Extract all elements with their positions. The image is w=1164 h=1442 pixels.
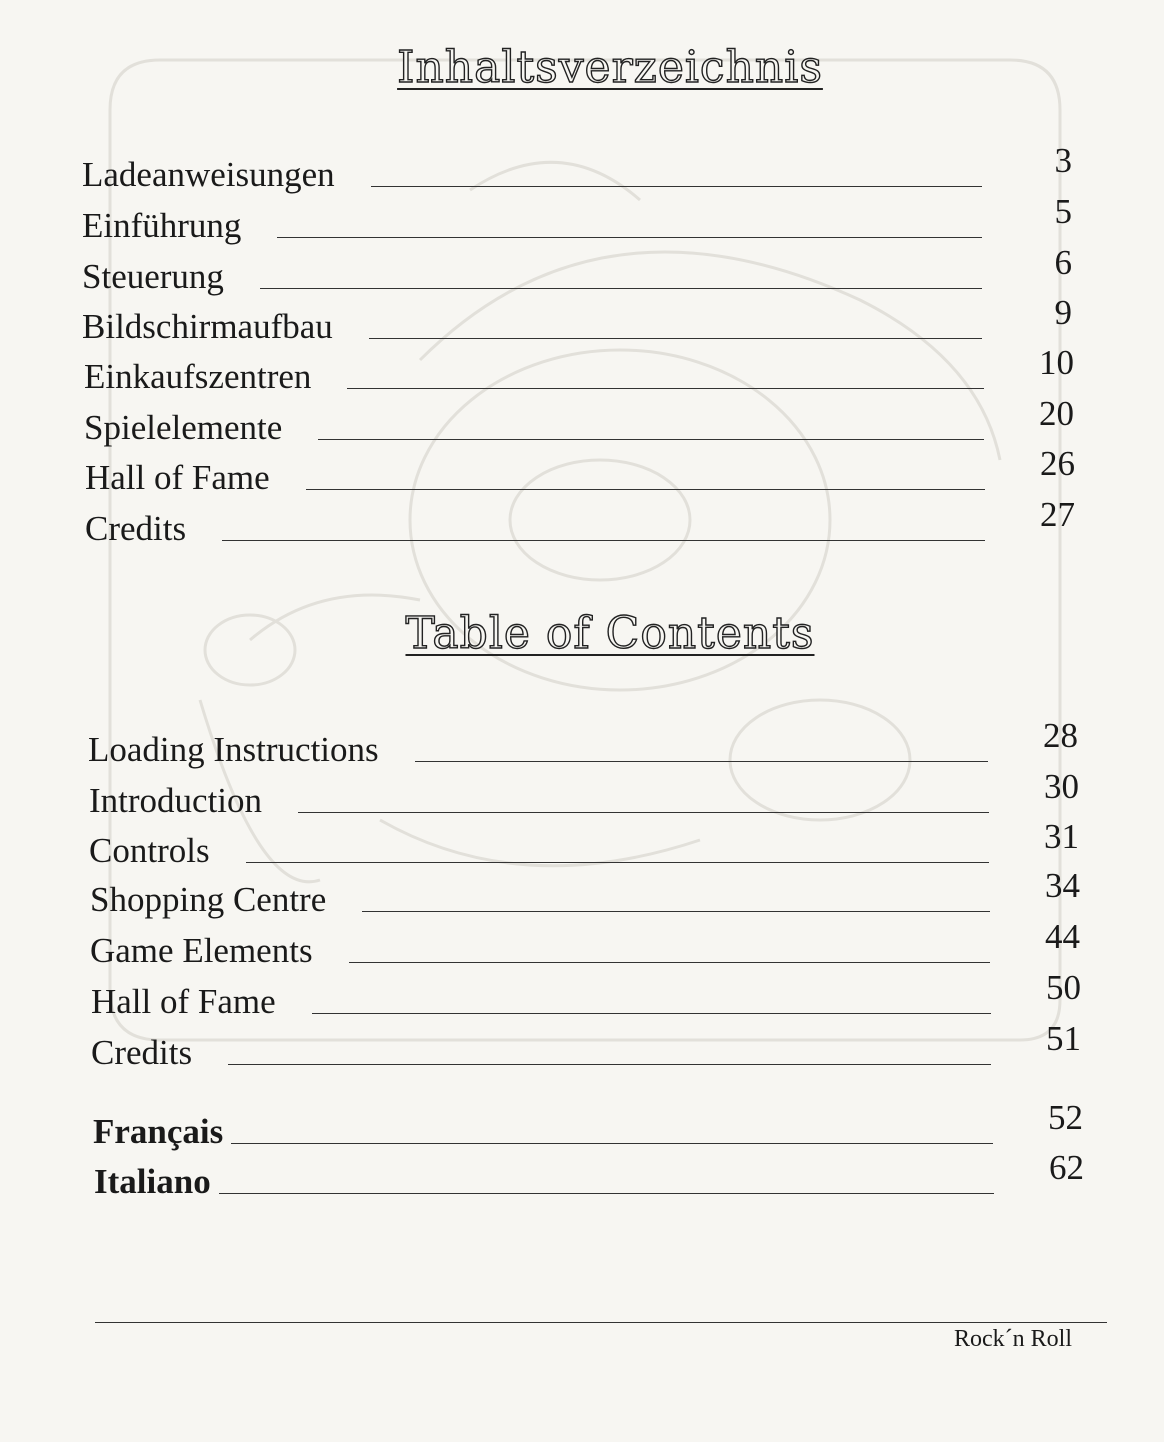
toc-row [90,866,1080,920]
toc-label: Spielelemente [84,408,283,447]
toc-row [85,495,1075,549]
toc-page: 6 [1054,243,1072,282]
toc-leader [231,1142,993,1144]
toc-leader [415,760,988,762]
toc-row [84,394,1074,448]
toc-page: 51 [1046,1019,1081,1058]
toc-label: Hall of Fame [91,982,276,1021]
toc-leader [228,1063,991,1065]
toc-page: 34 [1045,866,1080,905]
footer-title: Rock´n Roll [954,1326,1072,1352]
toc-label: Loading Instructions [88,730,379,769]
toc-row [94,1148,1084,1202]
toc-page: 28 [1043,716,1078,755]
toc-label: Ladeanweisungen [82,155,335,194]
toc-leader [277,236,982,238]
toc-row [85,444,1075,498]
toc-row [89,767,1079,821]
toc-label: Einkaufszentren [84,357,312,396]
toc-leader [306,488,985,490]
toc-page: 31 [1044,817,1079,856]
toc-row [82,141,1072,195]
toc-page: 9 [1054,293,1072,332]
toc-label: Einführung [82,206,242,245]
heading-german: Inhaltsverzeichnis [397,42,823,93]
toc-page: 10 [1039,343,1074,382]
toc-page: 30 [1044,767,1079,806]
toc-leader [349,961,990,963]
toc-row [91,1019,1081,1073]
toc-row [82,243,1072,297]
toc-row [84,343,1074,397]
toc-label: Steuerung [82,257,224,296]
toc-page: 50 [1046,968,1081,1007]
toc-row [88,716,1078,770]
toc-page: 62 [1049,1148,1084,1187]
toc-leader [246,861,989,863]
toc-leader [298,811,989,813]
toc-label: Introduction [89,781,263,820]
toc-page: 52 [1048,1098,1083,1137]
toc-row [82,192,1072,246]
toc-page: 20 [1039,394,1074,433]
toc-row [89,817,1079,871]
footer-rule [95,1322,1107,1323]
toc-page: 44 [1045,917,1080,956]
toc-row [82,293,1072,347]
toc-leader [312,1012,991,1014]
heading-english: Table of Contents [405,608,815,659]
toc-row [93,1098,1083,1152]
toc-leader [219,1192,994,1194]
toc-page: 3 [1054,141,1072,180]
toc-leader [369,337,982,339]
toc-label: Français [93,1112,224,1151]
toc-leader [362,910,990,912]
toc-row [90,917,1080,971]
toc-leader [222,539,985,541]
toc-page: 5 [1054,192,1072,231]
toc-label: Bildschirmaufbau [82,307,333,346]
toc-leader [260,287,982,289]
toc-label: Italiano [94,1162,211,1201]
toc-label: Shopping Centre [90,880,327,919]
toc-label: Controls [89,831,210,870]
toc-leader [318,438,984,440]
toc-label: Hall of Fame [85,458,270,497]
toc-label: Game Elements [90,931,313,970]
toc-label: Credits [85,509,187,548]
toc-page: 27 [1040,495,1075,534]
toc-label: Credits [91,1033,193,1072]
toc-leader [347,387,984,389]
toc-row [91,968,1081,1022]
toc-leader [371,185,982,187]
toc-page: 26 [1040,444,1075,483]
